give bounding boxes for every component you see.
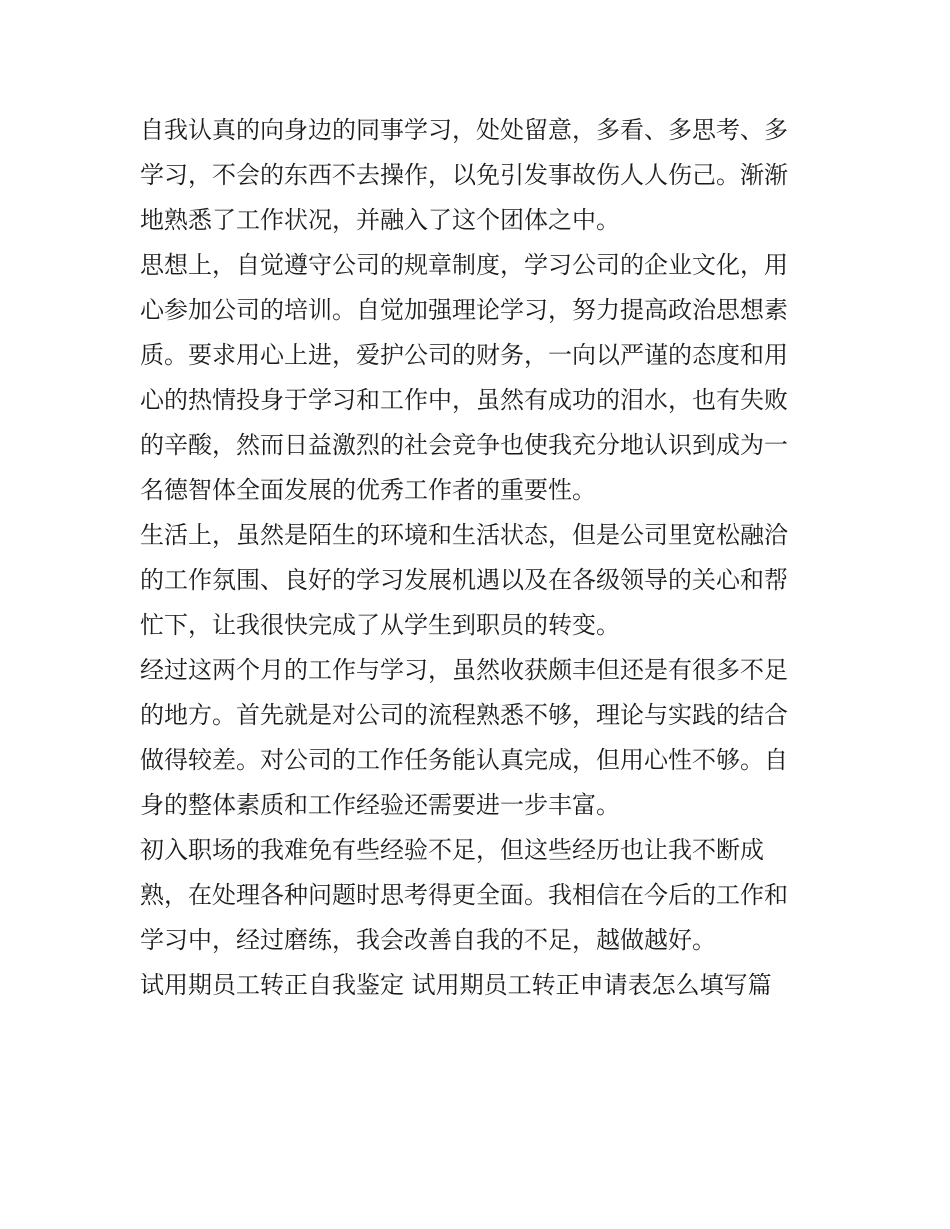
text-line: 心的热情投身于学习和工作中，虽然有成功的泪水，也有失败 — [140, 386, 788, 414]
text-line: 学习中，经过磨练，我会改善自我的不足，越做越好。 — [140, 926, 716, 954]
text-line: 心参加公司的培训。自觉加强理论学习，努力提高政治思想素 — [140, 296, 788, 324]
text-line: 名德智体全面发展的优秀工作者的重要性。 — [140, 476, 596, 504]
text-line: 的辛酸，然而日益激烈的社会竞争也使我充分地认识到成为一 — [140, 431, 788, 459]
text-line: 思想上，自觉遵守公司的规章制度，学习公司的企业文化，用 — [140, 251, 788, 279]
text-line: 的工作氛围、良好的学习发展机遇以及在各级领导的关心和帮 — [140, 566, 788, 594]
text-line: 经过这两个月的工作与学习，虽然收获颇丰但还是有很多不足 — [140, 656, 788, 684]
text-line: 初入职场的我难免有些经验不足，但这些经历也让我不断成 — [140, 836, 764, 864]
text-line: 身的整体素质和工作经验还需要进一步丰富。 — [140, 791, 620, 819]
text-line: 地熟悉了工作状况，并融入了这个团体之中。 — [140, 206, 620, 234]
text-line: 自我认真的向身边的同事学习，处处留意，多看、多思考、多 — [140, 116, 788, 144]
text-line: 学习，不会的东西不去操作，以免引发事故伤人人伤己。渐渐 — [140, 161, 788, 189]
text-line: 生活上，虽然是陌生的环境和生活状态，但是公司里宽松融洽 — [140, 521, 788, 549]
text-line: 忙下，让我很快完成了从学生到职员的转变。 — [140, 611, 620, 639]
text-line: 质。要求用心上进，爱护公司的财务，一向以严谨的态度和用 — [140, 341, 788, 369]
text-line: 的地方。首先就是对公司的流程熟悉不够，理论与实践的结合 — [140, 701, 788, 729]
document-body — [140, 108, 815, 1008]
text-line: 熟，在处理各种问题时思考得更全面。我相信在今后的工作和 — [140, 881, 788, 909]
text-line: 做得较差。对公司的工作任务能认真完成，但用心性不够。自 — [140, 746, 788, 774]
text-line: 试用期员工转正自我鉴定 试用期员工转正申请表怎么填写篇 — [140, 971, 772, 999]
